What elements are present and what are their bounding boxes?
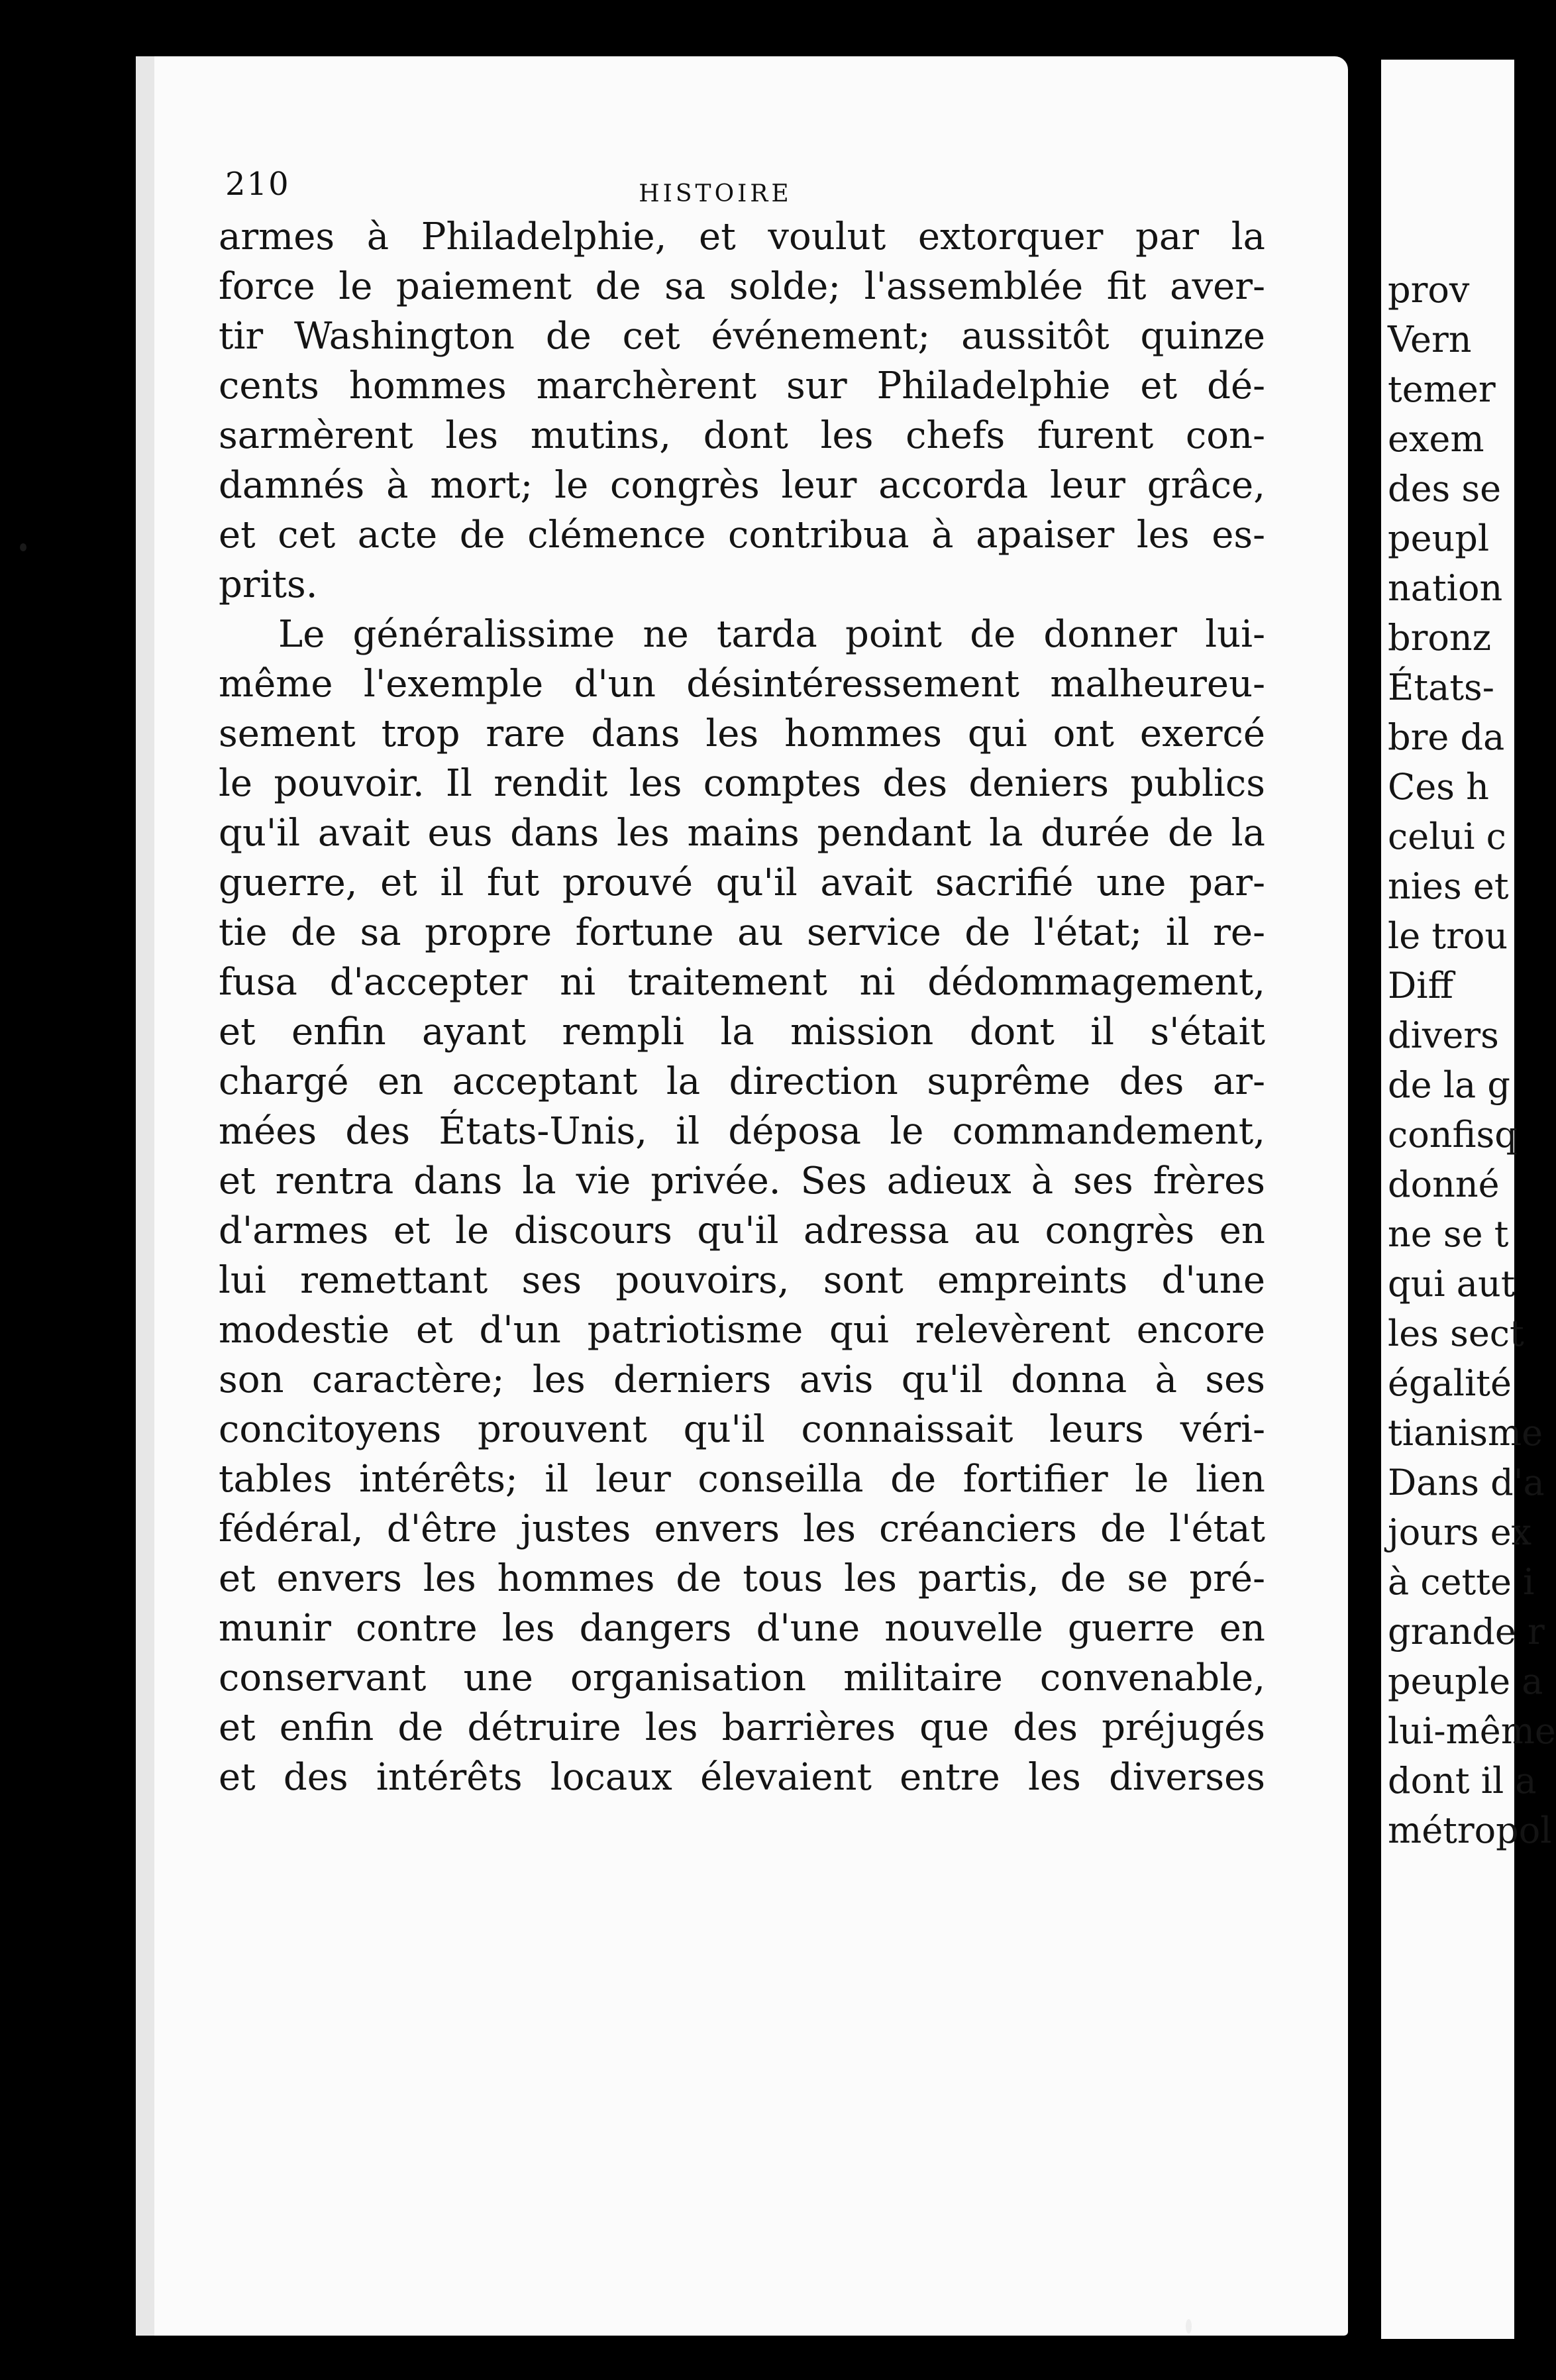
text-line: guerre, et il fut prouvé qu'il avait sacrifié une par- — [219, 861, 1265, 904]
text-line-fragment: ne se t — [1388, 1213, 1509, 1255]
running-head: HISTOIRE — [639, 180, 792, 207]
text-line: chargé en acceptant la direction suprême des ar- — [219, 1060, 1265, 1103]
text-line: même l'exemple d'un désintéressement malheureu- — [219, 663, 1265, 706]
text-line-fragment: exem — [1388, 418, 1484, 460]
text-line: le pouvoir. Il rendit les comptes des deniers publics — [219, 762, 1265, 805]
text-line-fragment: prov — [1388, 269, 1470, 311]
left-page-body — [219, 212, 1265, 1802]
text-line-fragment: temer — [1388, 368, 1496, 410]
text-line: tie de sa propre fortune au service de l'état; il re- — [219, 911, 1265, 954]
text-line-fragment: Ces h — [1388, 766, 1489, 808]
text-line: concitoyens prouvent qu'il connaissait leurs véri- — [219, 1408, 1265, 1451]
text-line-fragment: le trou — [1388, 915, 1508, 957]
text-line: cents hommes marchèrent sur Philadelphie et dé- — [219, 364, 1265, 407]
text-line-fragment: bronz — [1388, 617, 1492, 659]
text-line: et cet acte de clémence contribua à apaiser les es- — [219, 514, 1265, 557]
page-number: 210 — [225, 166, 290, 203]
text-line: mées des États-Unis, il déposa le commandement, — [219, 1110, 1265, 1153]
text-line: prits. — [219, 563, 318, 606]
text-line: munir contre les dangers d'une nouvelle guerre en — [219, 1607, 1265, 1650]
text-line-fragment: qui aut — [1388, 1263, 1516, 1305]
scan-speck — [1186, 2319, 1192, 2334]
text-line: armes à Philadelphie, et voulut extorquer par la — [219, 215, 1265, 258]
text-line: conservant une organisation militaire convenable, — [219, 1656, 1265, 1700]
text-line-fragment: peuple a — [1388, 1660, 1543, 1702]
text-line: et enfin ayant rempli la mission dont il s'était — [219, 1010, 1265, 1054]
text-line-fragment: lui-même — [1388, 1710, 1556, 1752]
text-line-fragment: peupl — [1388, 517, 1490, 559]
text-line: damnés à mort; le congrès leur accorda leur grâce, — [219, 464, 1265, 507]
paragraph-first-line: Le généralissime ne tarda point de donner lui- — [278, 613, 1265, 656]
scan-speck — [20, 543, 26, 551]
page-gutter-shadow — [136, 56, 154, 2336]
text-line-fragment: celui c — [1388, 816, 1506, 857]
text-line-fragment: les sect — [1388, 1313, 1524, 1354]
text-line: fédéral, d'être justes envers les créanciers de l'état — [219, 1507, 1265, 1550]
text-line-fragment: de la g — [1388, 1064, 1510, 1106]
text-line-fragment: des se — [1388, 468, 1502, 510]
text-line-fragment: dont il a — [1388, 1760, 1537, 1802]
text-line: sement trop rare dans les hommes qui ont exercé — [219, 712, 1265, 755]
text-line: tables intérêts; il leur conseilla de fortifier le lien — [219, 1458, 1265, 1501]
text-line-fragment: divers — [1388, 1014, 1499, 1056]
text-line-fragment: jours ex — [1388, 1511, 1532, 1553]
page-header — [225, 166, 1206, 212]
text-line-fragment: Dans d'a — [1388, 1462, 1545, 1503]
text-line-fragment: États- — [1388, 667, 1494, 708]
text-line: qu'il avait eus dans les mains pendant la durée de la — [219, 812, 1265, 855]
text-line: d'armes et le discours qu'il adressa au congrès en — [219, 1209, 1265, 1252]
text-line: tir Washington de cet événement; aussitôt quinze — [219, 315, 1265, 358]
text-line-fragment: Diff — [1388, 965, 1453, 1006]
text-line: et des intérêts locaux élevaient entre les diverses — [219, 1756, 1265, 1799]
text-line: modestie et d'un patriotisme qui relevèrent encore — [219, 1309, 1265, 1352]
text-line: lui remettant ses pouvoirs, sont empreints d'une — [219, 1259, 1265, 1302]
text-line: son caractère; les derniers avis qu'il donna à ses — [219, 1358, 1265, 1401]
text-line-fragment: Vern — [1388, 319, 1472, 360]
text-line: et envers les hommes de tous les partis, de se pré- — [219, 1557, 1265, 1600]
text-line-fragment: égalité — [1388, 1362, 1512, 1404]
text-line-fragment: tianisme — [1388, 1412, 1543, 1454]
text-line-fragment: bre da — [1388, 716, 1505, 758]
text-line-fragment: confisq — [1388, 1114, 1518, 1156]
text-line-fragment: grande r — [1388, 1611, 1545, 1652]
right-page-body-fragment — [1388, 265, 1556, 1855]
text-line-fragment: à cette i — [1388, 1561, 1535, 1603]
text-line-fragment: donné — [1388, 1163, 1500, 1205]
text-line: et enfin de détruire les barrières que des préjugés — [219, 1706, 1265, 1749]
text-line: fusa d'accepter ni traitement ni dédommagement, — [219, 961, 1265, 1004]
text-line: force le paiement de sa solde; l'assemblée fit aver- — [219, 265, 1265, 308]
text-line-fragment: nies et — [1388, 865, 1509, 907]
text-line: et rentra dans la vie privée. Ses adieux à ses frères — [219, 1160, 1265, 1203]
text-line-fragment: nation — [1388, 567, 1503, 609]
text-line: sarmèrent les mutins, dont les chefs furent con- — [219, 414, 1265, 457]
text-line-fragment: métropol — [1388, 1810, 1552, 1851]
